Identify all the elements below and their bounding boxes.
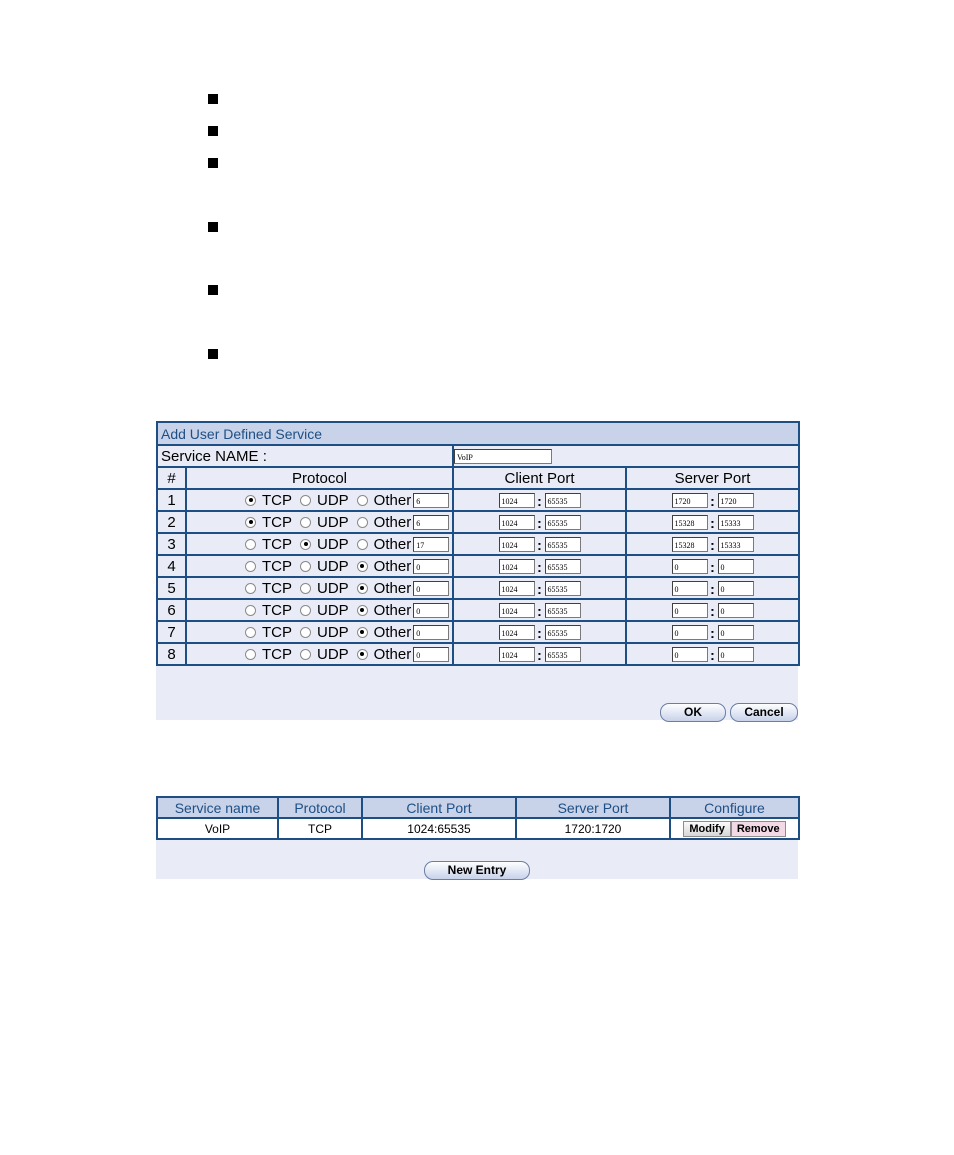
radio-tcp[interactable] bbox=[245, 495, 256, 506]
client-port-to-input[interactable]: 65535 bbox=[545, 537, 581, 552]
radio-label-other: Other bbox=[373, 579, 412, 597]
ok-button[interactable]: OK bbox=[660, 703, 726, 722]
server-port-to-input[interactable]: 0 bbox=[718, 625, 754, 640]
table-row bbox=[157, 511, 799, 533]
radio-label-tcp: TCP bbox=[262, 579, 292, 597]
port-separator: : bbox=[710, 580, 715, 597]
protocol-cell bbox=[186, 577, 453, 599]
cell-client-port: 1024:65535 bbox=[362, 818, 516, 839]
cell-configure bbox=[670, 818, 799, 839]
row-number: 4 bbox=[157, 555, 186, 577]
service-name-label: Service NAME : bbox=[157, 445, 453, 467]
client-port-from-input[interactable]: 1024 bbox=[499, 581, 535, 596]
radio-tcp[interactable] bbox=[245, 605, 256, 616]
server-port-from-input[interactable]: 0 bbox=[672, 647, 708, 662]
new-entry-button[interactable]: New Entry bbox=[424, 861, 530, 880]
bullet-icon bbox=[208, 158, 218, 168]
server-port-to-input[interactable]: 15333 bbox=[718, 515, 754, 530]
bullet-icon bbox=[208, 126, 218, 136]
port-separator: : bbox=[710, 492, 715, 509]
port-separator: : bbox=[537, 646, 542, 663]
radio-tcp[interactable] bbox=[245, 583, 256, 594]
radio-other[interactable] bbox=[357, 495, 368, 506]
bullet-icon bbox=[208, 94, 218, 104]
port-separator: : bbox=[710, 602, 715, 619]
radio-tcp[interactable] bbox=[245, 649, 256, 660]
row-number: 6 bbox=[157, 599, 186, 621]
modify-button[interactable]: Modify bbox=[683, 821, 730, 837]
port-separator: : bbox=[710, 624, 715, 641]
radio-tcp[interactable] bbox=[245, 561, 256, 572]
radio-udp[interactable] bbox=[300, 539, 311, 550]
protocol-cell bbox=[186, 599, 453, 621]
list-header-protocol: Protocol bbox=[278, 797, 362, 818]
client-port-from-input[interactable]: 1024 bbox=[499, 559, 535, 574]
col-header-client-port: Client Port bbox=[453, 467, 626, 489]
client-port-from-input[interactable]: 1024 bbox=[499, 515, 535, 530]
radio-label-other: Other bbox=[373, 491, 412, 509]
client-port-from-input[interactable]: 1024 bbox=[499, 625, 535, 640]
other-protocol-input[interactable]: 0 bbox=[413, 559, 449, 574]
row-number: 1 bbox=[157, 489, 186, 511]
client-port-to-input[interactable]: 65535 bbox=[545, 581, 581, 596]
protocol-cell bbox=[186, 621, 453, 643]
cancel-button[interactable]: Cancel bbox=[730, 703, 798, 722]
cell-service-name: VoIP bbox=[157, 818, 278, 839]
radio-label-other: Other bbox=[373, 535, 412, 553]
client-port-from-input[interactable]: 1024 bbox=[499, 603, 535, 618]
bullet-icon bbox=[208, 222, 218, 232]
radio-udp[interactable] bbox=[300, 561, 311, 572]
radio-label-tcp: TCP bbox=[262, 557, 292, 575]
client-port-cell bbox=[453, 599, 626, 621]
radio-label-udp: UDP bbox=[317, 601, 349, 619]
other-protocol-input[interactable]: 0 bbox=[413, 603, 449, 618]
server-port-cell bbox=[626, 599, 799, 621]
client-port-cell bbox=[453, 511, 626, 533]
service-list-table bbox=[156, 796, 800, 840]
client-port-cell bbox=[453, 577, 626, 599]
server-port-cell bbox=[626, 489, 799, 511]
server-port-cell bbox=[626, 555, 799, 577]
radio-label-tcp: TCP bbox=[262, 601, 292, 619]
radio-udp[interactable] bbox=[300, 605, 311, 616]
table-row bbox=[157, 621, 799, 643]
row-number: 2 bbox=[157, 511, 186, 533]
server-port-from-input[interactable]: 15328 bbox=[672, 515, 708, 530]
server-port-from-input[interactable]: 0 bbox=[672, 581, 708, 596]
list-header-service-name: Service name bbox=[157, 797, 278, 818]
radio-udp[interactable] bbox=[300, 517, 311, 528]
radio-udp[interactable] bbox=[300, 649, 311, 660]
radio-label-udp: UDP bbox=[317, 513, 349, 531]
port-separator: : bbox=[537, 492, 542, 509]
table-row bbox=[157, 599, 799, 621]
row-number: 5 bbox=[157, 577, 186, 599]
client-port-cell bbox=[453, 643, 626, 665]
client-port-from-input[interactable]: 1024 bbox=[499, 493, 535, 508]
server-port-from-input[interactable]: 0 bbox=[672, 603, 708, 618]
row-number: 7 bbox=[157, 621, 186, 643]
radio-label-other: Other bbox=[373, 645, 412, 663]
radio-label-udp: UDP bbox=[317, 579, 349, 597]
row-number: 3 bbox=[157, 533, 186, 555]
radio-label-tcp: TCP bbox=[262, 513, 292, 531]
radio-other[interactable] bbox=[357, 649, 368, 660]
table-row bbox=[157, 533, 799, 555]
add-service-panel bbox=[156, 421, 798, 720]
other-protocol-input[interactable]: 6 bbox=[413, 515, 449, 530]
client-port-to-input[interactable]: 65535 bbox=[545, 515, 581, 530]
server-port-to-input[interactable]: 15333 bbox=[718, 537, 754, 552]
radio-label-other: Other bbox=[373, 557, 412, 575]
radio-udp[interactable] bbox=[300, 627, 311, 638]
client-port-to-input[interactable]: 65535 bbox=[545, 647, 581, 662]
radio-label-other: Other bbox=[373, 513, 412, 531]
client-port-from-input[interactable]: 1024 bbox=[499, 537, 535, 552]
server-port-to-input[interactable]: 0 bbox=[718, 603, 754, 618]
cell-protocol: TCP bbox=[278, 818, 362, 839]
server-port-to-input[interactable]: 0 bbox=[718, 581, 754, 596]
client-port-to-input[interactable]: 65535 bbox=[545, 559, 581, 574]
other-protocol-input[interactable]: 6 bbox=[413, 493, 449, 508]
radio-label-other: Other bbox=[373, 623, 412, 641]
client-port-cell bbox=[453, 621, 626, 643]
add-service-table bbox=[156, 421, 800, 666]
bullet-icon bbox=[208, 285, 218, 295]
server-port-from-input[interactable]: 1720 bbox=[672, 493, 708, 508]
client-port-cell bbox=[453, 555, 626, 577]
radio-tcp[interactable] bbox=[245, 539, 256, 550]
col-header-num: # bbox=[157, 467, 186, 489]
service-name-input[interactable]: VoIP bbox=[454, 449, 552, 464]
radio-label-udp: UDP bbox=[317, 645, 349, 663]
protocol-cell bbox=[186, 555, 453, 577]
row-number: 8 bbox=[157, 643, 186, 665]
list-header-configure: Configure bbox=[670, 797, 799, 818]
other-protocol-input[interactable]: 0 bbox=[413, 625, 449, 640]
list-header-server-port: Server Port bbox=[516, 797, 670, 818]
table-row bbox=[157, 555, 799, 577]
table-row bbox=[157, 818, 799, 839]
client-port-cell bbox=[453, 533, 626, 555]
protocol-cell bbox=[186, 489, 453, 511]
port-separator: : bbox=[537, 558, 542, 575]
server-port-cell bbox=[626, 533, 799, 555]
radio-other[interactable] bbox=[357, 517, 368, 528]
protocol-cell bbox=[186, 643, 453, 665]
table-row bbox=[157, 489, 799, 511]
port-separator: : bbox=[710, 536, 715, 553]
radio-label-tcp: TCP bbox=[262, 535, 292, 553]
radio-other[interactable] bbox=[357, 561, 368, 572]
port-separator: : bbox=[537, 536, 542, 553]
server-port-to-input[interactable]: 0 bbox=[718, 647, 754, 662]
radio-label-tcp: TCP bbox=[262, 491, 292, 509]
server-port-cell bbox=[626, 621, 799, 643]
radio-other[interactable] bbox=[357, 583, 368, 594]
col-header-protocol: Protocol bbox=[186, 467, 453, 489]
client-port-to-input[interactable]: 65535 bbox=[545, 603, 581, 618]
port-separator: : bbox=[710, 514, 715, 531]
radio-other[interactable] bbox=[357, 605, 368, 616]
server-port-from-input[interactable]: 15328 bbox=[672, 537, 708, 552]
port-separator: : bbox=[537, 580, 542, 597]
radio-other[interactable] bbox=[357, 539, 368, 550]
protocol-cell bbox=[186, 511, 453, 533]
radio-label-tcp: TCP bbox=[262, 645, 292, 663]
bullet-icon bbox=[208, 349, 218, 359]
radio-udp[interactable] bbox=[300, 583, 311, 594]
other-protocol-input[interactable]: 17 bbox=[413, 537, 449, 552]
port-separator: : bbox=[710, 646, 715, 663]
server-port-cell bbox=[626, 577, 799, 599]
port-separator: : bbox=[537, 624, 542, 641]
radio-label-udp: UDP bbox=[317, 491, 349, 509]
server-port-to-input[interactable]: 1720 bbox=[718, 493, 754, 508]
radio-udp[interactable] bbox=[300, 495, 311, 506]
radio-label-other: Other bbox=[373, 601, 412, 619]
radio-tcp[interactable] bbox=[245, 517, 256, 528]
protocol-cell bbox=[186, 533, 453, 555]
client-port-to-input[interactable]: 65535 bbox=[545, 625, 581, 640]
port-separator: : bbox=[537, 602, 542, 619]
panel-title: Add User Defined Service bbox=[157, 422, 799, 445]
col-header-server-port: Server Port bbox=[626, 467, 799, 489]
radio-label-udp: UDP bbox=[317, 535, 349, 553]
other-protocol-input[interactable]: 0 bbox=[413, 581, 449, 596]
port-separator: : bbox=[710, 558, 715, 575]
table-row bbox=[157, 577, 799, 599]
server-port-cell bbox=[626, 643, 799, 665]
client-port-cell bbox=[453, 489, 626, 511]
service-list-panel bbox=[156, 796, 798, 879]
client-port-from-input[interactable]: 1024 bbox=[499, 647, 535, 662]
table-row bbox=[157, 643, 799, 665]
radio-label-udp: UDP bbox=[317, 557, 349, 575]
radio-tcp[interactable] bbox=[245, 627, 256, 638]
client-port-to-input[interactable]: 65535 bbox=[545, 493, 581, 508]
port-separator: : bbox=[537, 514, 542, 531]
remove-button[interactable]: Remove bbox=[731, 821, 786, 837]
radio-other[interactable] bbox=[357, 627, 368, 638]
list-header-client-port: Client Port bbox=[362, 797, 516, 818]
radio-label-udp: UDP bbox=[317, 623, 349, 641]
cell-server-port: 1720:1720 bbox=[516, 818, 670, 839]
server-port-to-input[interactable]: 0 bbox=[718, 559, 754, 574]
server-port-from-input[interactable]: 0 bbox=[672, 559, 708, 574]
other-protocol-input[interactable]: 0 bbox=[413, 647, 449, 662]
radio-label-tcp: TCP bbox=[262, 623, 292, 641]
server-port-cell bbox=[626, 511, 799, 533]
server-port-from-input[interactable]: 0 bbox=[672, 625, 708, 640]
